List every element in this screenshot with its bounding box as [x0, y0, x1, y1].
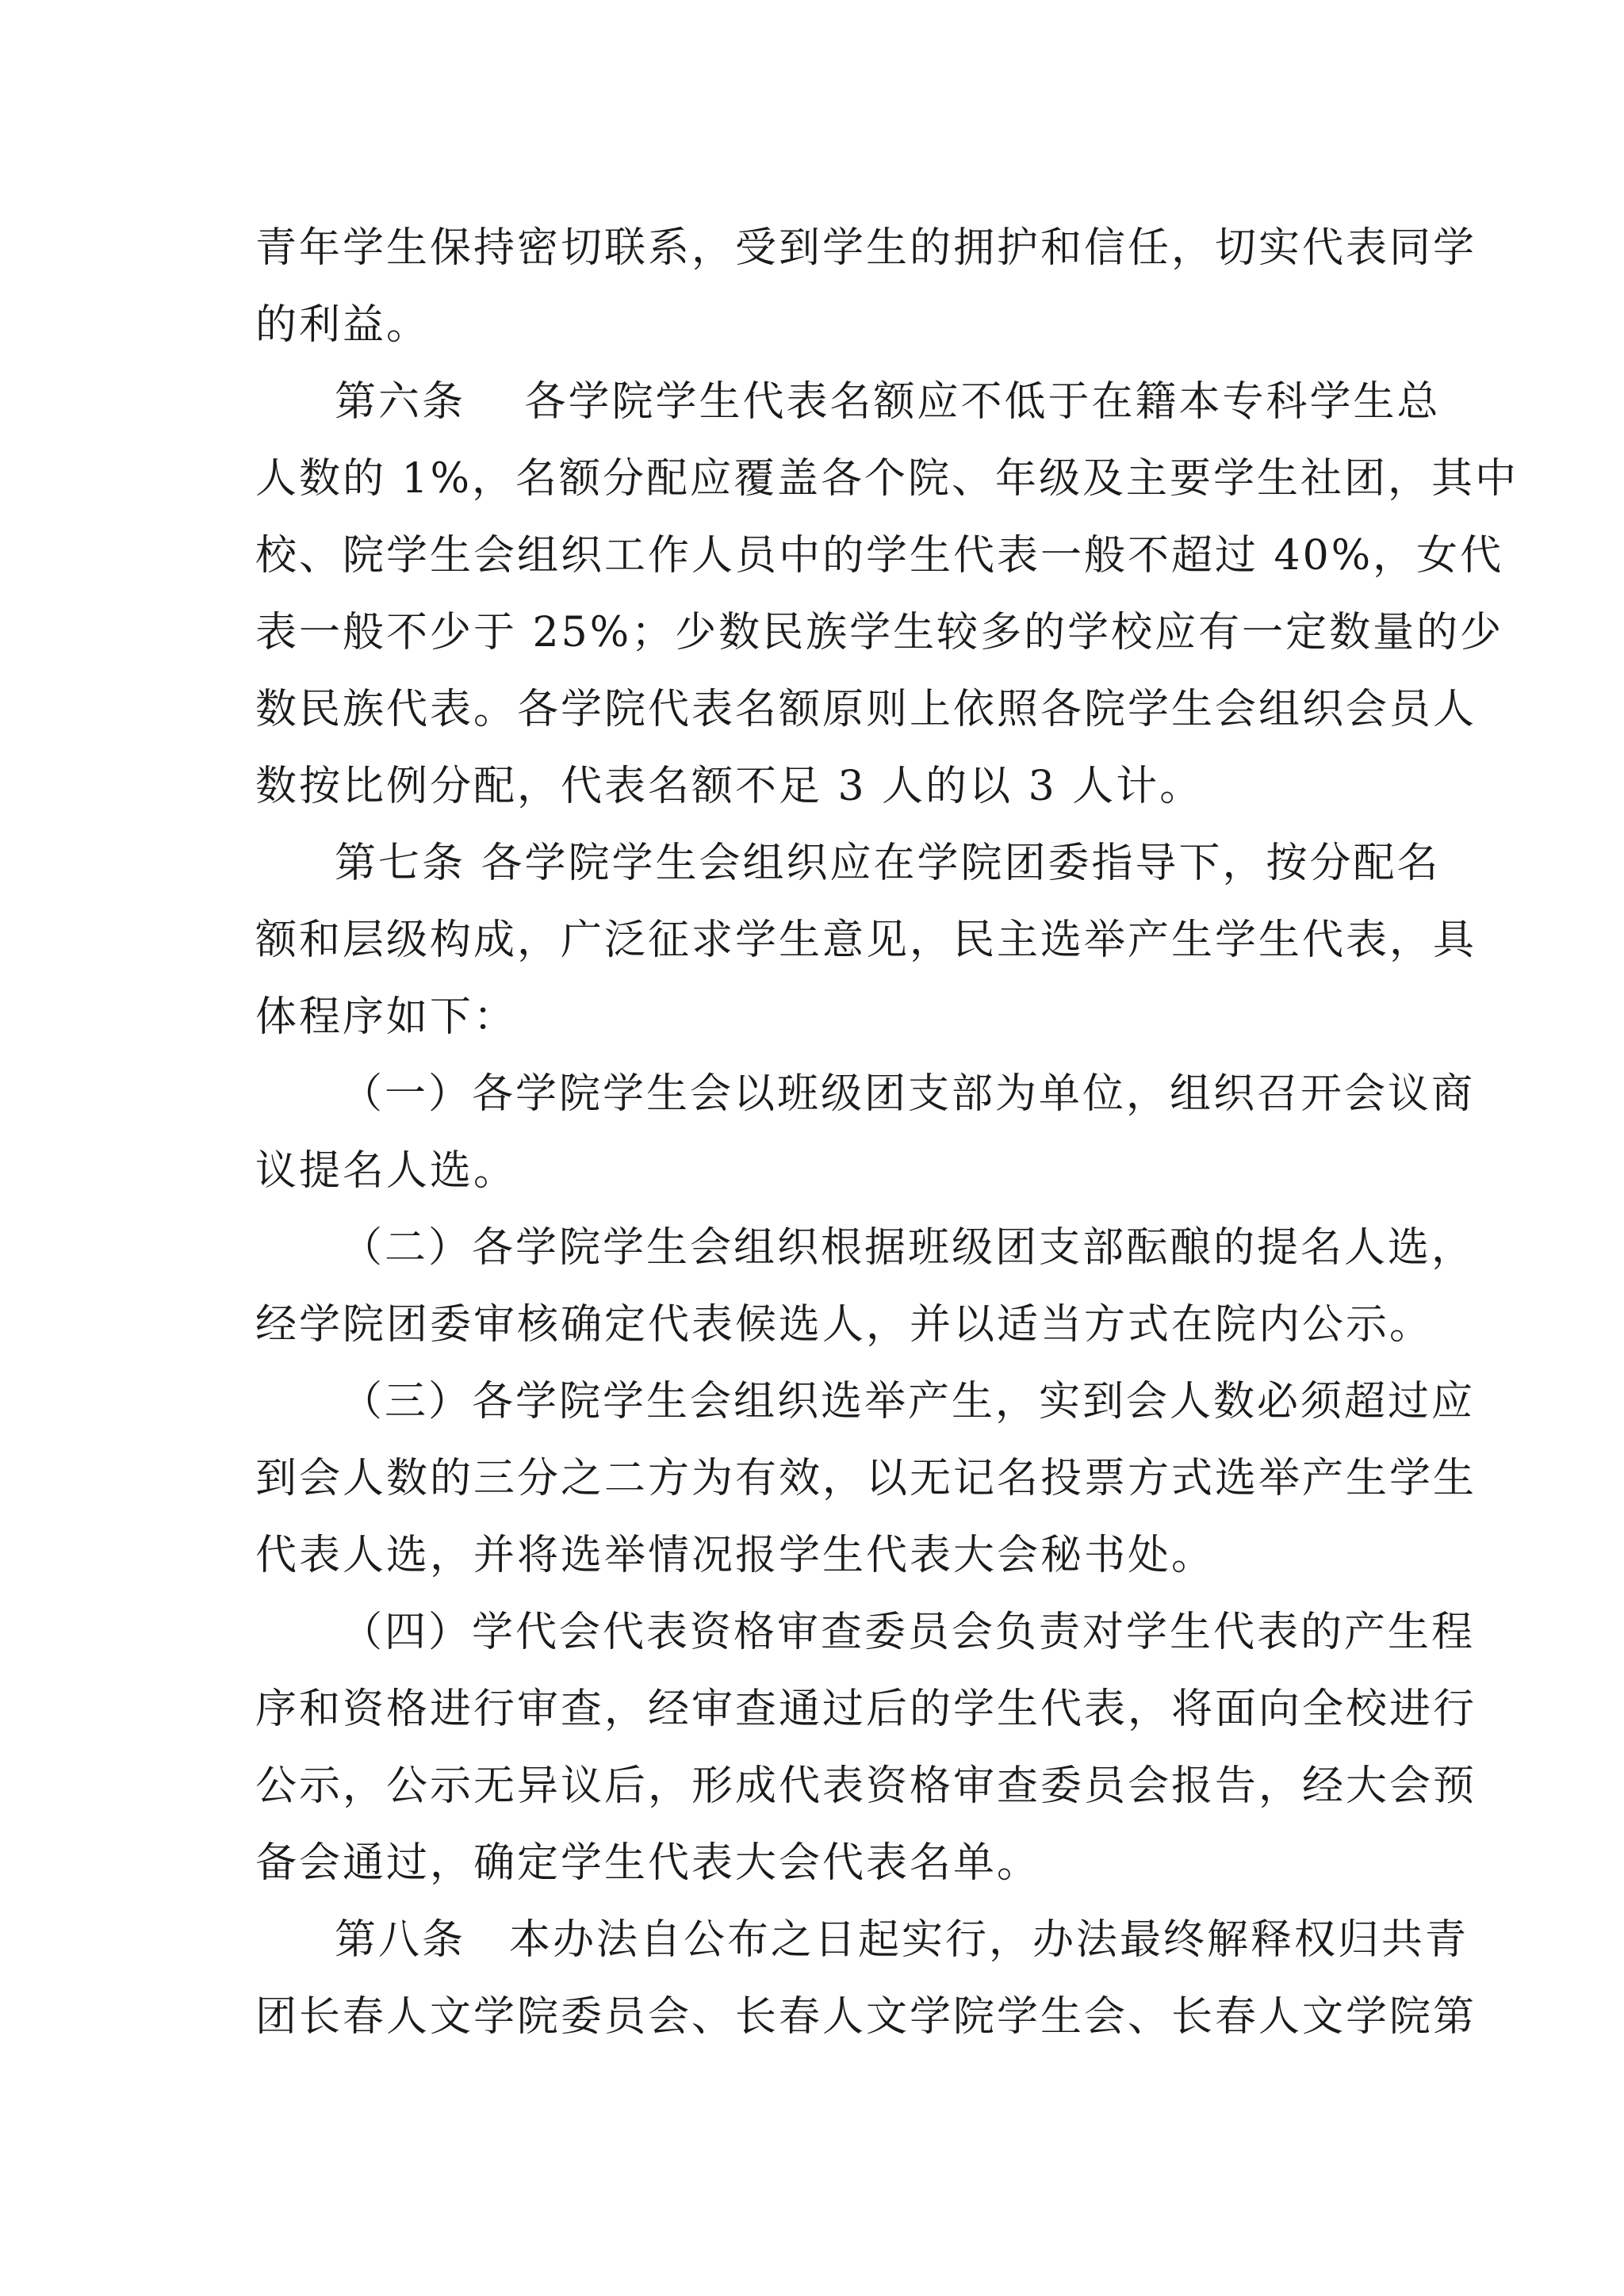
body-line: 额和层级构成，广泛征求学生意见，民主选举产生学生代表，具 — [255, 916, 1477, 964]
body-line: 的利益。 — [255, 301, 431, 349]
body-line: 表一般不少于 25%；少数民族学生较多的学校应有一定数量的少 — [255, 609, 1504, 656]
clause-4-line: （四）学代会代表资格审查委员会负责对学生代表的产生程 — [341, 1609, 1476, 1656]
clause-1-line: （一）各学院学生会以班级团支部为单位，组织召开会议商 — [341, 1070, 1476, 1118]
body-line: 人数的 1%，名额分配应覆盖各个院、年级及主要学生社团，其中 — [255, 455, 1519, 503]
body-line: 数民族代表。各学院代表名额原则上依照各院学生会组织会员人 — [255, 686, 1477, 733]
body-line: 到会人数的三分之二方为有效，以无记名投票方式选举产生学生 — [255, 1455, 1477, 1502]
body-line: 经学院团委审核确定代表候选人，并以适当方式在院内公示。 — [255, 1301, 1434, 1349]
body-line: 青年学生保持密切联系，受到学生的拥护和信任，切实代表同学 — [255, 224, 1477, 272]
article-8-line: 第八条 本办法自公布之日起实行，办法最终解释权归共青 — [335, 1916, 1469, 1964]
body-line: 公示，公示无异议后，形成代表资格审查委员会报告，经大会预 — [255, 1762, 1477, 1810]
body-line: 序和资格进行审查，经审查通过后的学生代表，将面向全校进行 — [255, 1686, 1477, 1733]
body-line: 团长春人文学院委员会、长春人文学院学生会、长春人文学院第 — [255, 1993, 1477, 2041]
clause-3-line: （三）各学院学生会组织选举产生，实到会人数必须超过应 — [341, 1378, 1476, 1425]
article-7-line: 第七条 各学院学生会组织应在学院团委指导下，按分配名 — [335, 840, 1441, 887]
body-line: 议提名人选。 — [255, 1147, 518, 1195]
body-line: 备会通过，确定学生代表大会代表名单。 — [255, 1839, 1041, 1887]
body-line: 体程序如下： — [255, 993, 518, 1041]
body-line: 数按比例分配，代表名额不足 3 人的以 3 人计。 — [255, 763, 1204, 810]
article-6-line: 第六条 各学院学生代表名额应不低于在籍本专科学生总 — [335, 378, 1441, 426]
body-line: 代表人选，并将选举情况报学生代表大会秘书处。 — [255, 1532, 1216, 1579]
clause-2-line: （二）各学院学生会组织根据班级团支部酝酿的提名人选， — [341, 1224, 1476, 1272]
body-line: 校、院学生会组织工作人员中的学生代表一般不超过 40%，女代 — [255, 532, 1504, 580]
